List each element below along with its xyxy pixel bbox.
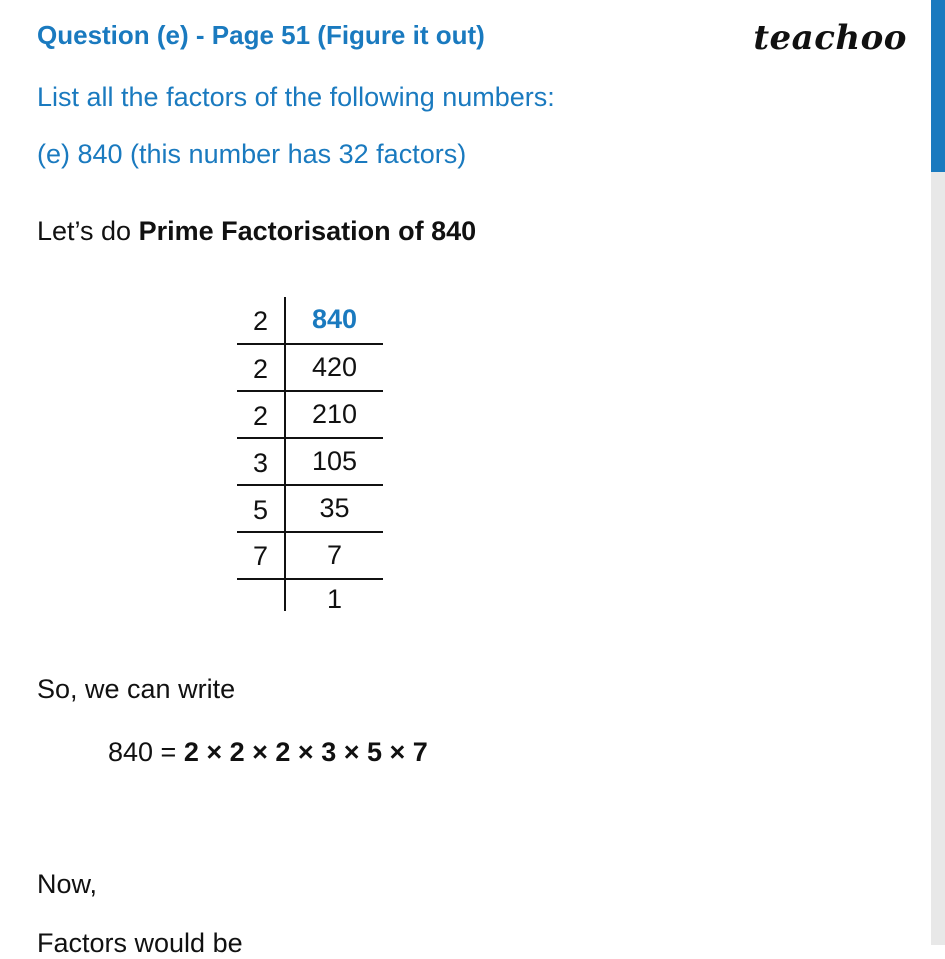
factorisation-equation [108, 737, 428, 768]
ladder-dividend: 420 [311, 352, 358, 382]
scrollbar-thumb[interactable] [931, 0, 945, 172]
ladder-row-divider [237, 343, 383, 345]
ladder-dividend: 840 [311, 304, 358, 334]
ladder-dividend: 105 [311, 446, 358, 476]
ladder-divisor: 5 [252, 495, 269, 525]
ladder-divisor: 2 [252, 401, 269, 431]
factors-line: Factors would be [37, 928, 243, 958]
question-heading: Question (e) - Page 51 (Figure it out) [37, 20, 485, 50]
ladder-divisor: 2 [252, 306, 269, 336]
ladder-row-divider [237, 437, 383, 439]
ladder-row-divider [237, 484, 383, 486]
scrollbar-track[interactable] [931, 0, 945, 945]
ladder-dividend: 1 [326, 584, 343, 614]
equation-rhs: 2 × 2 × 2 × 3 × 5 × 7 [183, 737, 428, 767]
question-line-1: List all the factors of the following numbers: [37, 82, 555, 112]
teachoo-logo: teachoo [753, 18, 907, 58]
so-line: So, we can write [37, 674, 236, 704]
ladder-row-divider [237, 531, 383, 533]
intro-prefix: Let’s do [37, 216, 139, 246]
ladder-divisor: 2 [252, 354, 269, 384]
intro-bold: Prime Factorisation of 840 [138, 216, 477, 246]
ladder-dividend: 7 [326, 540, 343, 570]
now-line: Now, [37, 869, 98, 899]
ladder-divisor: 3 [252, 448, 269, 478]
question-line-2: (e) 840 (this number has 32 factors) [37, 139, 467, 169]
equation-lhs: 840 = [108, 737, 184, 767]
ladder-divisor: 7 [252, 541, 269, 571]
intro-line [37, 216, 476, 247]
ladder-row-divider [237, 578, 383, 580]
ladder-row-divider [237, 390, 383, 392]
ladder-dividend: 210 [311, 399, 358, 429]
division-ladder [237, 297, 383, 614]
ladder-dividend: 35 [319, 493, 350, 523]
